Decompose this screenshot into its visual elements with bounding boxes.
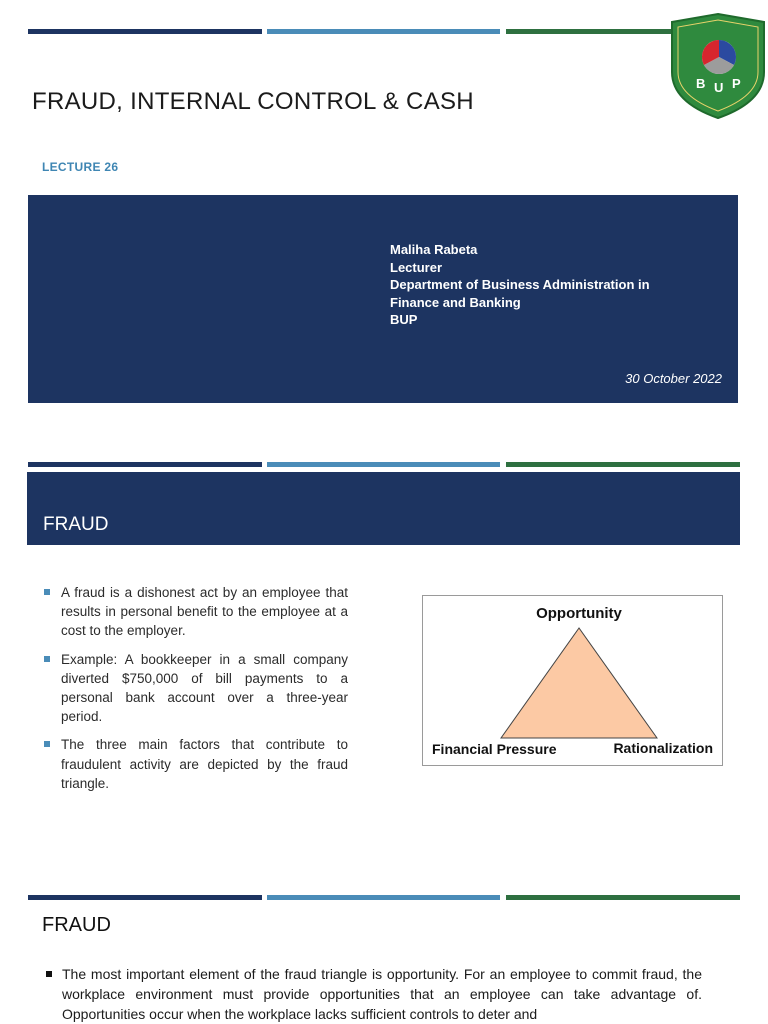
presentation-title: FRAUD, INTERNAL CONTROL & CASH [32, 88, 474, 115]
bup-logo [666, 12, 768, 120]
list-item-text: A fraud is a dishonest act by an employee that results in personal benefit to the employee at a cost to the employer. [61, 585, 348, 639]
bullet-square-icon [46, 971, 52, 977]
triangle-label-financial-pressure: Financial Pressure [432, 741, 557, 757]
author-department-line-1: Department of Business Administration in [390, 277, 650, 292]
fraud-triangle-diagram [422, 595, 723, 766]
bullet-list [42, 964, 702, 1024]
accent-bar-blue [267, 895, 500, 900]
lecture-number: LECTURE 26 [42, 160, 119, 174]
author-name: Maliha Rabeta [390, 242, 478, 257]
presentation-date: 30 October 2022 [625, 371, 722, 386]
accent-bar-green [506, 895, 740, 900]
list-item [42, 735, 348, 793]
list-item-text: Example: A bookkeeper in a small company diverted $750,000 of bill payments to a personal bank account over a three-year period. [61, 651, 348, 725]
accent-bar-green [506, 462, 740, 467]
list-item-text: The three main factors that contribute to fraudulent activity are depicted by the fraud triangle. [61, 737, 348, 791]
logo-letter-p: P [732, 76, 741, 91]
bullet-square-icon [44, 589, 50, 595]
list-item [42, 583, 348, 641]
slide-title: FRAUD [42, 914, 111, 936]
bullet-list [42, 583, 348, 802]
triangle-label-opportunity: Opportunity [536, 605, 622, 622]
accent-bar-navy [28, 462, 262, 467]
list-item-text: The most important element of the fraud triangle is opportunity. For an employee to commit fraud, the workplace environment must provide opportunities that an employee can take advantage of. Opportunities occur when the workplace lacks sufficient controls to deter and [62, 966, 702, 1022]
logo-letter-u: U [714, 80, 724, 95]
author-info-panel [28, 195, 738, 403]
slide-title-banner [27, 472, 740, 545]
author-institution: BUP [390, 312, 418, 327]
list-item [42, 964, 702, 1024]
triangle-label-rationalization: Rationalization [613, 740, 713, 756]
author-department-line-2: Finance and Banking [390, 294, 521, 310]
fraud-triangle-shape [501, 628, 657, 738]
bullet-square-icon [44, 656, 50, 662]
accent-bar-blue [267, 29, 500, 34]
accent-bar-navy [28, 29, 262, 34]
bullet-square-icon [44, 741, 50, 747]
logo-letter-b: B [696, 76, 706, 91]
author-block [390, 241, 710, 329]
list-item [42, 650, 348, 727]
accent-bar-blue [267, 462, 500, 467]
slide-title: FRAUD [43, 514, 109, 535]
accent-bar-navy [28, 895, 262, 900]
author-role: Lecturer [390, 259, 443, 275]
